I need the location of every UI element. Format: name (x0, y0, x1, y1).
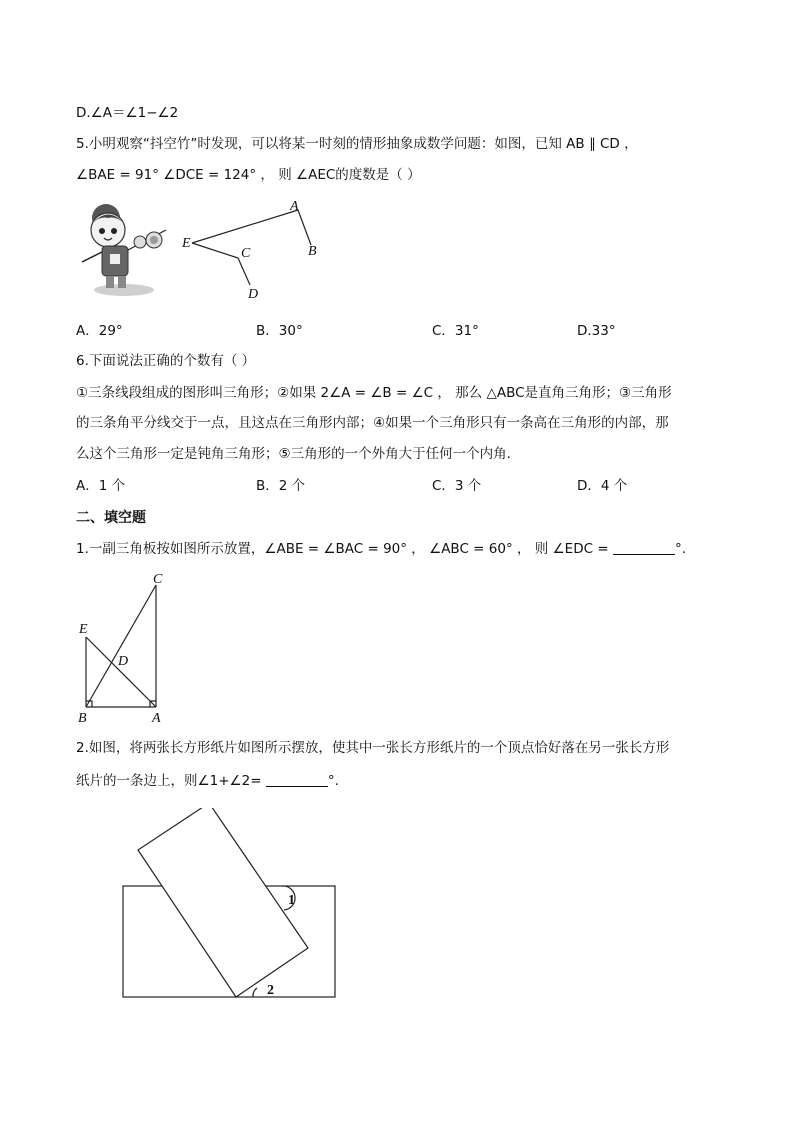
fq1-label-C: C (153, 572, 163, 587)
q6-line3: 么这个三角形一定是钝角三角形；⑤三角形的一个外角大于任何一个内角． (76, 446, 521, 462)
fq1-figure (76, 570, 186, 726)
fq2-line2-text: 纸片的一条边上，则∠1+∠2= (76, 773, 266, 789)
q6-line2: 的三条角平分线交于一点，且这点在三角形内部；④如果一个三角形只有一条高在三角形的内部，那 (76, 415, 669, 431)
q6-option-d: D．4 个 (577, 478, 628, 494)
section-fill-in-title: 二、填空题 (76, 510, 146, 526)
q5-label-B: B (308, 244, 317, 259)
q5-figure (76, 196, 336, 306)
fq2-answer-blank (266, 772, 328, 787)
q5-option-c: C．31° (432, 323, 479, 339)
fq2-angle-1: 1 (288, 893, 295, 908)
fq1-answer-blank (613, 540, 675, 555)
q5-label-D: D (248, 287, 259, 302)
q5-label-E: E (182, 236, 191, 251)
fq1-label-B: B (78, 711, 87, 726)
q4-option-d: D.∠A＝∠1−∠2 (76, 105, 179, 121)
fq1-label-D: D (118, 654, 129, 669)
q5-label-A: A (290, 199, 299, 214)
fq1-label-E: E (79, 622, 88, 637)
fq1-stem-suffix: °. (674, 541, 686, 557)
q5-option-b: B．30° (256, 323, 303, 339)
fq1-stem-text: 1.一副三角板按如图所示放置，∠ABE = ∠BAC = 90° ， ∠ABC = 60° ， 则 ∠EDC = (76, 541, 613, 557)
q6-option-b: B．2 个 (256, 478, 306, 494)
fq2-tilted-rectangle (138, 808, 308, 997)
fq1-stem (76, 539, 686, 559)
q5-option-d: D.33° (577, 323, 616, 339)
fq1-label-A: A (152, 711, 161, 726)
q6-line1: ①三条线段组成的图形叫三角形；②如果 2∠A = ∠B = ∠C ， 那么 △ABC是直角三角形；③三角形 (76, 385, 672, 401)
fq2-line2-suffix: °. (327, 773, 339, 789)
q6-option-a: A．1 个 (76, 478, 126, 494)
cartoon-girl-illustration (82, 204, 166, 296)
fq2-angle-2: 2 (267, 983, 274, 998)
fq2-figure (110, 808, 350, 1008)
q5-label-C: C (241, 246, 251, 261)
fq2-line1: 2.如图，将两张长方形纸片如图所示摆放，使其中一张长方形纸片的一个顶点恰好落在另一张长方形 (76, 740, 670, 756)
q5-option-a: A．29° (76, 323, 123, 339)
q5-stem-line2: ∠BAE = 91° ∠DCE = 124° ， 则 ∠AEC的度数是（ ） (76, 167, 421, 183)
fq2-line2 (76, 771, 339, 791)
q5-stem-line1: 5.小明观察“抖空竹”时发现，可以将某一时刻的情形抽象成数学问题：如图，已知 AB ∥ CD ， (76, 136, 638, 152)
q6-stem: 6.下面说法正确的个数有（ ） (76, 353, 256, 369)
q6-option-c: C．3 个 (432, 478, 482, 494)
